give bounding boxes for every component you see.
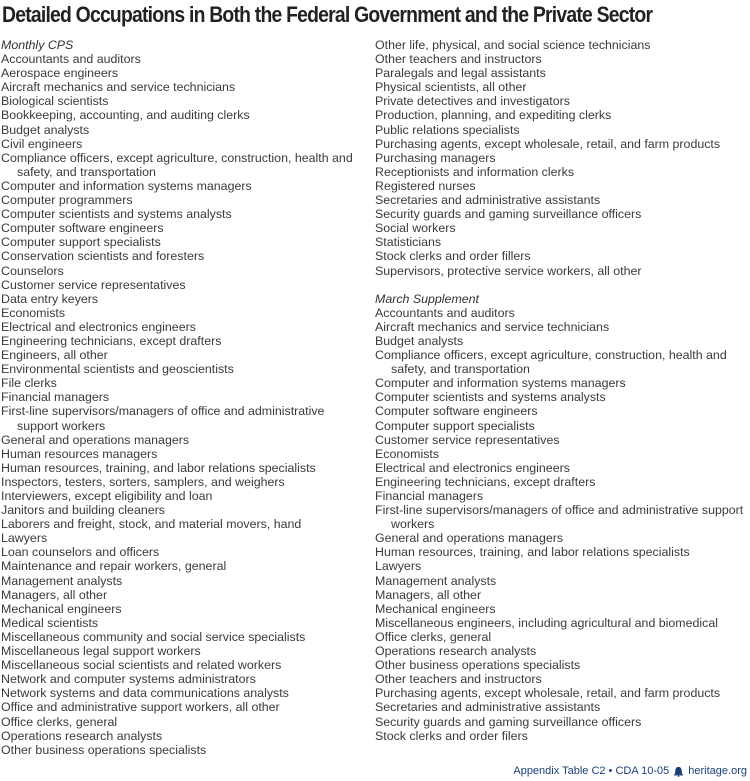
occupation-item: General and operations managers: [1, 432, 190, 447]
section-heading-monthly-cps: Monthly CPS: [1, 38, 74, 52]
occupation-item: Customer service representatives: [1, 277, 186, 292]
right-column: [375, 38, 747, 743]
occupation-item: Biological scientists: [1, 94, 109, 109]
occupation-item: Accountants and auditors: [1, 52, 141, 67]
occupation-list-monthly-cps-continued: [375, 38, 747, 278]
occupation-item: Management analysts: [375, 573, 497, 588]
occupation-item: Secretaries and administrative assistants: [375, 700, 601, 715]
occupation-item: Other teachers and instructors: [375, 52, 542, 67]
occupation-item: Stock clerks and order fillers: [375, 249, 531, 264]
footer-citation: Appendix Table C2 • CDA 10-05: [513, 765, 670, 777]
occupation-item: Statisticians: [375, 235, 442, 250]
occupation-item: Aircraft mechanics and service technicians: [1, 80, 236, 95]
occupation-item: Paralegals and legal assistants: [375, 66, 546, 81]
occupation-item: File clerks: [1, 376, 57, 391]
occupation-item: Janitors and building cleaners: [1, 503, 165, 518]
occupation-item: Purchasing agents, except wholesale, retail, and farm products: [375, 136, 721, 151]
occupation-item: Purchasing managers: [375, 150, 496, 165]
occupation-item: Medical scientists: [1, 615, 99, 630]
occupation-list-monthly-cps: [1, 52, 367, 757]
occupation-item: Computer support specialists: [375, 418, 535, 433]
occupation-item: Maintenance and repair workers, general: [1, 559, 227, 574]
section-heading-march-supplement: March Supplement: [375, 291, 479, 306]
occupation-item: Management analysts: [1, 573, 123, 588]
occupation-item: Public relations specialists: [375, 122, 520, 137]
occupation-item: Computer and information systems managers: [375, 376, 626, 391]
occupation-item: Computer and information systems managers: [1, 178, 252, 193]
occupation-item: Other business operations specialists: [375, 658, 581, 673]
occupation-item: Computer scientists and systems analysts: [375, 390, 606, 405]
left-column: [1, 38, 367, 757]
occupation-item: Budget analysts: [1, 122, 90, 137]
occupation-item: Managers, all other: [375, 587, 482, 602]
page-footer: [513, 765, 747, 777]
occupation-item: Inspectors, testers, sorters, samplers, and weighers: [1, 474, 285, 489]
occupation-item: Mechanical engineers: [375, 601, 496, 616]
occupation-item: Human resources managers: [1, 446, 158, 461]
occupation-item: Aerospace engineers: [1, 66, 119, 81]
occupation-item: Stock clerks and order filers: [375, 728, 528, 743]
occupation-item: Mechanical engineers: [1, 601, 122, 616]
occupation-item: Network and computer systems administrators: [1, 672, 256, 687]
occupation-item: Civil engineers: [1, 136, 83, 151]
occupation-item: Computer support specialists: [1, 235, 161, 250]
occupation-item: Miscellaneous legal support workers: [1, 644, 201, 659]
occupation-item: General and operations managers: [375, 531, 564, 546]
occupation-item: Physical scientists, all other: [375, 80, 527, 95]
occupation-item: Office and administrative support workers, all other: [1, 700, 280, 715]
occupation-item: Electrical and electronics engineers: [1, 319, 196, 334]
occupation-item: Other teachers and instructors: [375, 672, 542, 687]
occupation-item: Electrical and electronics engineers: [375, 460, 570, 475]
occupation-item: Conservation scientists and foresters: [1, 249, 205, 264]
occupation-item: First-line supervisors/managers of office and administrative support workers: [1, 404, 325, 433]
liberty-bell-icon: [673, 766, 684, 777]
occupation-item: Customer service representatives: [375, 432, 560, 447]
occupation-item: Production, planning, and expediting clerks: [375, 108, 612, 123]
occupation-item: Environmental scientists and geoscientists: [1, 362, 234, 377]
occupation-item: Lawyers: [375, 559, 422, 574]
occupation-item: Computer programmers: [1, 193, 133, 208]
occupation-item: Other life, physical, and social science technicians: [375, 38, 651, 52]
occupation-item: Miscellaneous engineers, including agricultural and biomedical: [375, 615, 719, 630]
occupation-item: Compliance officers, except agriculture, construction, health and safety, and transportation: [375, 348, 727, 377]
occupation-item: Human resources, training, and labor relations specialists: [1, 460, 316, 475]
occupation-item: Secretaries and administrative assistants: [375, 193, 601, 208]
occupation-item: Laborers and freight, stock, and material movers, hand: [1, 517, 302, 532]
footer-site[interactable]: heritage.org: [688, 765, 747, 777]
occupation-item: Compliance officers, except agriculture, construction, health and safety, and transportation: [1, 150, 353, 179]
occupation-item: Economists: [1, 305, 66, 320]
occupation-item: Aircraft mechanics and service technicians: [375, 319, 610, 334]
occupation-item: Loan counselors and officers: [1, 545, 160, 560]
occupation-item: Operations research analysts: [1, 728, 163, 743]
occupation-item: Miscellaneous community and social service specialists: [1, 629, 306, 644]
occupation-item: First-line supervisors/managers of office and administrative support workers: [375, 503, 744, 532]
occupation-item: Engineering technicians, except drafters: [1, 333, 222, 348]
occupation-item: Economists: [375, 446, 440, 461]
section-spacer: [375, 278, 747, 292]
occupation-item: Engineers, all other: [1, 348, 108, 363]
occupation-item: Security guards and gaming surveillance officers: [375, 207, 642, 222]
occupation-item: Office clerks, general: [375, 629, 492, 644]
occupation-item: Miscellaneous social scientists and related workers: [1, 658, 282, 673]
occupation-item: Budget analysts: [375, 333, 464, 348]
occupation-item: Computer software engineers: [375, 404, 538, 419]
occupation-list-march-supplement: [375, 306, 747, 743]
occupation-item: Interviewers, except eligibility and loan: [1, 489, 213, 503]
occupation-item: Network systems and data communications analysts: [1, 686, 289, 701]
occupation-item: Engineering technicians, except drafters: [375, 474, 596, 489]
occupation-item: Computer software engineers: [1, 221, 164, 236]
occupation-item: Office clerks, general: [1, 714, 118, 729]
occupation-item: Other business operations specialists: [1, 742, 207, 757]
occupation-item: Bookkeeping, accounting, and auditing clerks: [1, 108, 250, 123]
occupation-item: Financial managers: [1, 390, 110, 405]
occupation-item: Lawyers: [1, 531, 48, 546]
occupation-item: Registered nurses: [375, 178, 476, 193]
occupation-item: Supervisors, protective service workers, all other: [375, 263, 642, 278]
occupation-item: Managers, all other: [1, 587, 108, 602]
occupation-item: Operations research analysts: [375, 644, 537, 659]
occupation-item: Accountants and auditors: [375, 305, 515, 320]
occupation-item: Social workers: [375, 221, 456, 236]
occupation-item: Private detectives and investigators: [375, 94, 570, 109]
occupation-item: Computer scientists and systems analysts: [1, 207, 232, 222]
occupation-item: Receptionists and information clerks: [375, 164, 575, 179]
occupation-item: Data entry keyers: [1, 291, 99, 306]
occupation-item: Security guards and gaming surveillance officers: [375, 714, 642, 729]
occupation-item: Purchasing agents, except wholesale, retail, and farm products: [375, 686, 721, 701]
occupation-item: Counselors: [1, 263, 64, 278]
occupation-item: Human resources, training, and labor relations specialists: [375, 545, 690, 560]
occupation-item: Financial managers: [375, 489, 484, 503]
page-title: Detailed Occupations in Both the Federal Government and the Private Sector: [2, 2, 653, 27]
